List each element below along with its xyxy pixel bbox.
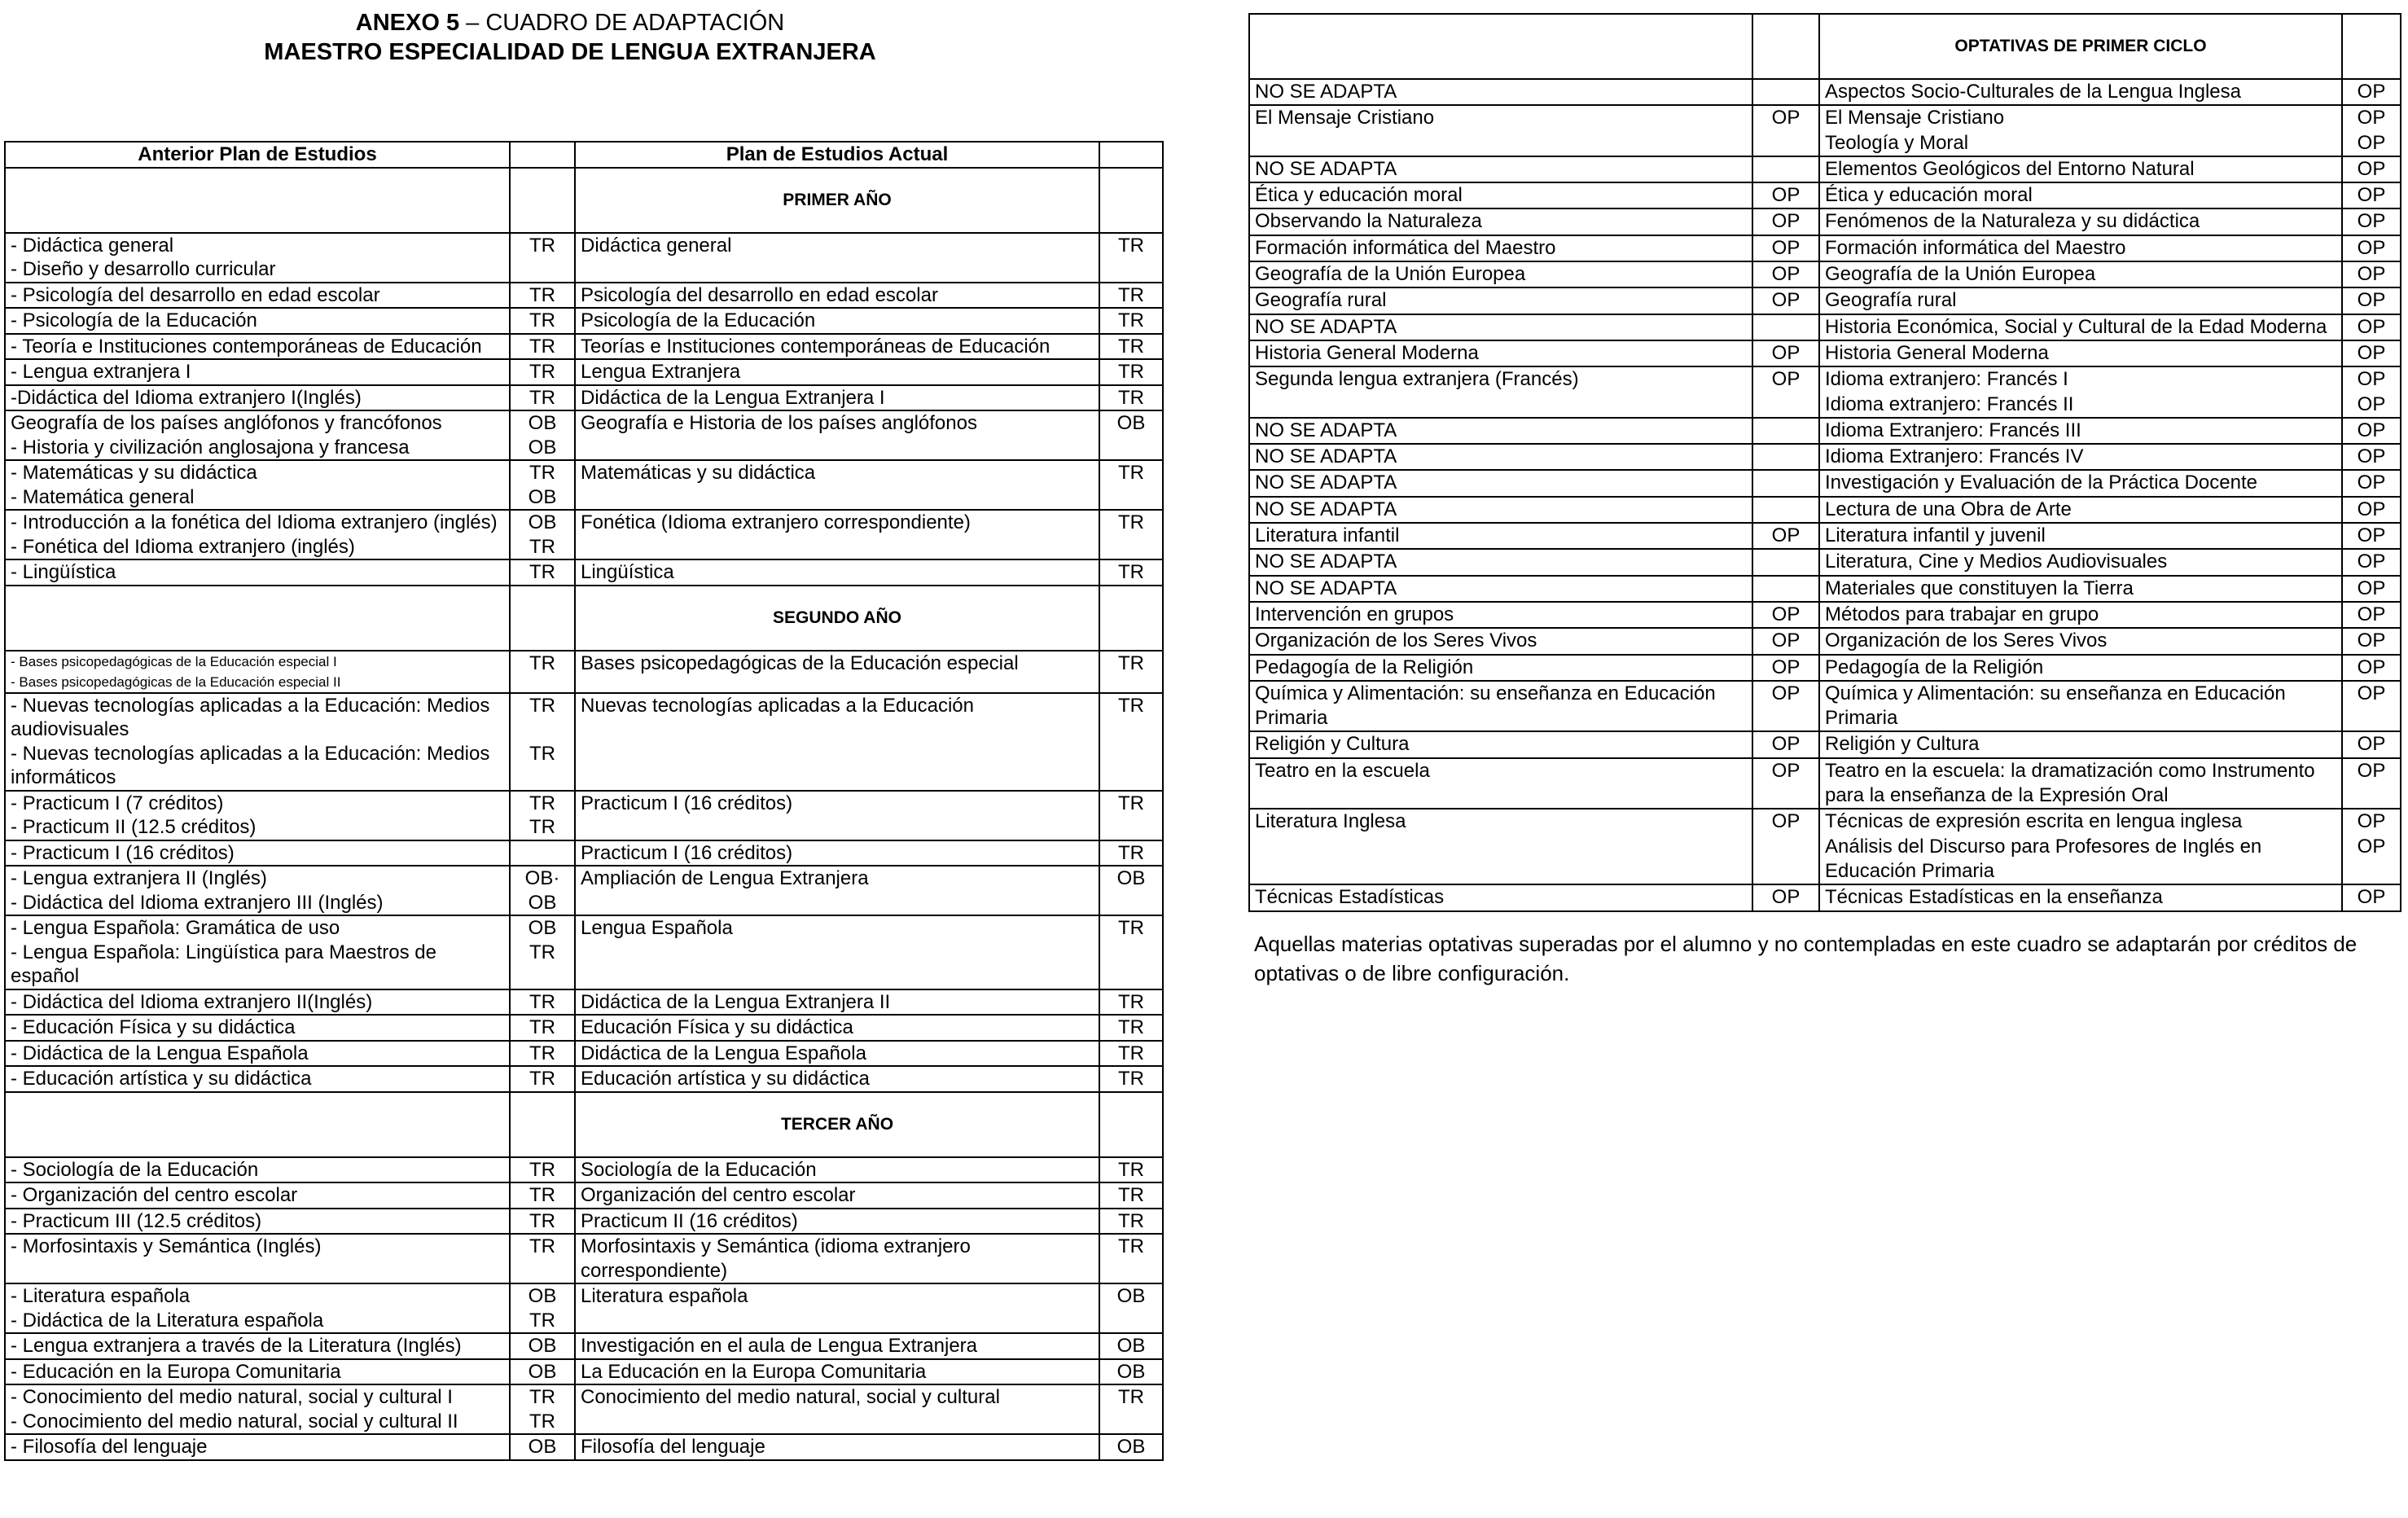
header-row [1249, 14, 2401, 79]
table-row: - Didáctica del Idioma extranjero II(Inglés) TR Didáctica de la Lengua Extranjera II TR [5, 989, 1163, 1016]
table-row: - Practicum I (16 créditos) Practicum I (16 créditos) TR [5, 840, 1163, 866]
table-row: - Lingüística TR Lingüística TR [5, 559, 1163, 586]
table-row: NO SE ADAPTA Historia Económica, Social y Cultural de la Edad Moderna OP [1249, 314, 2401, 340]
annex-number: ANEXO 5 [355, 10, 460, 36]
title-line-2: MAESTRO ESPECIALIDAD DE LENGUA EXTRANJERA [264, 39, 876, 65]
table-row: NO SE ADAPTA Investigación y Evaluación de la Práctica Docente OP [1249, 470, 2401, 496]
title-line-1 [0, 8, 1140, 37]
section-second-year: SEGUNDO AÑO [575, 586, 1099, 651]
table-row: Religión y Cultura OP Religión y Cultura OP [1249, 731, 2401, 757]
table-row: - Lengua extranjera II (Inglés) - Didáctica del Idioma extranjero III (Inglés) OB· OB Ampliación de Lengua Extranjera OB [5, 866, 1163, 915]
old-plan-header: Anterior Plan de Estudios [5, 142, 510, 168]
footnote: Aquellas materias optativas superadas por el alumno y no contempladas en este cuadro se adaptarán por créditos de optativas o de libre configuración. [1254, 932, 2358, 985]
table-row: NO SE ADAPTA Literatura, Cine y Medios Audiovisuales OP [1249, 549, 2401, 575]
table-row: Pedagogía de la Religión OP Pedagogía de la Religión OP [1249, 655, 2401, 681]
document-title [0, 8, 1140, 67]
table-row: - Bases psicopedagógicas de la Educación especial I - Bases psicopedagógicas de la Educación especial II TR Bases psicopedagógicas de la Educación especial TR [5, 651, 1163, 693]
table-row: - Practicum I (7 créditos) - Practicum II (12.5 créditos) TR TR Practicum I (16 créditos) TR [5, 791, 1163, 840]
table-row: - Lengua Española: Gramática de uso - Lengua Española: Lingüística para Maestros de español OB TR Lengua Española TR [5, 915, 1163, 989]
table-row: - Educación artística y su didáctica TR Educación artística y su didáctica TR [5, 1066, 1163, 1092]
table-row: NO SE ADAPTA Idioma Extranjero: Francés III OP [1249, 418, 2401, 444]
table-row: Química y Alimentación: su enseñanza en Educación Primaria OP Química y Alimentación: su enseñanza en Educación Primaria OP [1249, 681, 2401, 732]
table-row: - Organización del centro escolar TR Organización del centro escolar TR [5, 1182, 1163, 1209]
table-row: - Matemáticas y su didáctica - Matemática general TR OB Matemáticas y su didáctica TR [5, 460, 1163, 510]
table-row: - Didáctica de la Lengua Española TR Didáctica de la Lengua Española TR [5, 1041, 1163, 1067]
table-row: Geografía de la Unión Europea OP Geografía de la Unión Europea OP [1249, 261, 2401, 287]
table-row: Observando la Naturaleza OP Fenómenos de la Naturaleza y su didáctica OP [1249, 208, 2401, 235]
table-row: El Mensaje Cristiano OP El Mensaje Cristiano Teología y Moral OP OP [1249, 105, 2401, 156]
new-plan-header: Plan de Estudios Actual [575, 142, 1099, 168]
table-row: Segunda lengua extranjera (Francés) OP Idioma extranjero: Francés I Idioma extranjero: Francés II OP OP [1249, 366, 2401, 418]
table-row: - Filosofía del lenguaje OB Filosofía del lenguaje OB [5, 1434, 1163, 1460]
table-row: Historia General Moderna OP Historia General Moderna OP [1249, 340, 2401, 366]
section-row [5, 1092, 1163, 1157]
table-row: Formación informática del Maestro OP Formación informática del Maestro OP [1249, 235, 2401, 261]
table-row: - Didáctica general - Diseño y desarrollo curricular TR Didáctica general TR [5, 233, 1163, 283]
table-row: - Lengua extranjera I TR Lengua Extranjera TR [5, 359, 1163, 385]
table-row: - Morfosintaxis y Semántica (Inglés) TR Morfosintaxis y Semántica (idioma extranjero correspondiente) TR [5, 1234, 1163, 1283]
table-row: -Didáctica del Idioma extranjero I(Inglés) TR Didáctica de la Lengua Extranjera I TR [5, 385, 1163, 411]
table-row: - Psicología de la Educación TR Psicología de la Educación TR [5, 308, 1163, 334]
table-row: - Literatura española - Didáctica de la Literatura española OB TR Literatura española OB [5, 1283, 1163, 1333]
table-row: Intervención en grupos OP Métodos para trabajar en grupo OP [1249, 602, 2401, 628]
section-row [5, 168, 1163, 233]
table-row: - Educación en la Europa Comunitaria OB La Educación en la Europa Comunitaria OB [5, 1359, 1163, 1385]
table-row: - Sociología de la Educación TR Sociología de la Educación TR [5, 1157, 1163, 1183]
table-row: - Practicum III (12.5 créditos) TR Practicum II (16 créditos) TR [5, 1209, 1163, 1235]
table-row: Organización de los Seres Vivos OP Organización de los Seres Vivos OP [1249, 628, 2401, 654]
title-rest: – CUADRO DE ADAPTACIÓN [459, 10, 785, 36]
table-row: Geografía de los países anglófonos y francófonos - Historia y civilización anglosajona y francesa OB OB Geografía e Historia de los países anglófonos OB [5, 410, 1163, 460]
adaptation-table [4, 141, 1164, 1461]
table-row: Literatura Inglesa OP Técnicas de expresión escrita en lengua inglesa Análisis del Discurso para Profesores de Inglés en Educación Primaria OP OP [1249, 809, 2401, 884]
section-first-year: PRIMER AÑO [575, 168, 1099, 233]
table-row: - Conocimiento del medio natural, social y cultural I - Conocimiento del medio natural, social y cultural II TR TR Conocimiento del medio natural, social y cultural TR [5, 1384, 1163, 1434]
table-row: - Psicología del desarrollo en edad escolar TR Psicología del desarrollo en edad escolar TR [5, 283, 1163, 309]
table-row: Teatro en la escuela OP Teatro en la escuela: la dramatización como Instrumento para la enseñanza de la Expresión Oral OP [1249, 758, 2401, 809]
table-row: - Lengua extranjera a través de la Literatura (Inglés) OB Investigación en el aula de Lengua Extranjera OB [5, 1333, 1163, 1359]
table-row: - Nuevas tecnologías aplicadas a la Educación: Medios audiovisuales - Nuevas tecnologías aplicadas a la Educación: Medios informáticos TR TR Nuevas tecnologías aplicadas a la Educación TR [5, 693, 1163, 791]
section-third-year: TERCER AÑO [575, 1092, 1099, 1157]
table-row: - Teoría e Instituciones contemporáneas de Educación TR Teorías e Instituciones contemporáneas de Educación TR [5, 334, 1163, 360]
table-row: NO SE ADAPTA Aspectos Socio-Culturales de la Lengua Inglesa OP [1249, 79, 2401, 105]
table-row: NO SE ADAPTA Materiales que constituyen la Tierra OP [1249, 576, 2401, 602]
table-row: - Educación Física y su didáctica TR Educación Física y su didáctica TR [5, 1015, 1163, 1041]
optional-subjects-table [1248, 13, 2401, 912]
header-row [5, 142, 1163, 168]
table-row: Técnicas Estadísticas OP Técnicas Estadísticas en la enseñanza OP [1249, 884, 2401, 910]
table-row: NO SE ADAPTA Elementos Geológicos del Entorno Natural OP [1249, 156, 2401, 182]
table-row: NO SE ADAPTA Idioma Extranjero: Francés IV OP [1249, 444, 2401, 470]
table-row: Literatura infantil OP Literatura infantil y juvenil OP [1249, 523, 2401, 549]
table-row: Geografía rural OP Geografía rural OP [1249, 287, 2401, 314]
table-row: - Introducción a la fonética del Idioma extranjero (inglés) - Fonética del Idioma extranjero (inglés) OB TR Fonética (Idioma extranjero correspondiente) TR [5, 510, 1163, 559]
optional-header: OPTATIVAS DE PRIMER CICLO [1819, 14, 2342, 79]
table-row: NO SE ADAPTA Lectura de una Obra de Arte OP [1249, 497, 2401, 523]
table-row: Ética y educación moral OP Ética y educación moral OP [1249, 182, 2401, 208]
section-row [5, 586, 1163, 651]
